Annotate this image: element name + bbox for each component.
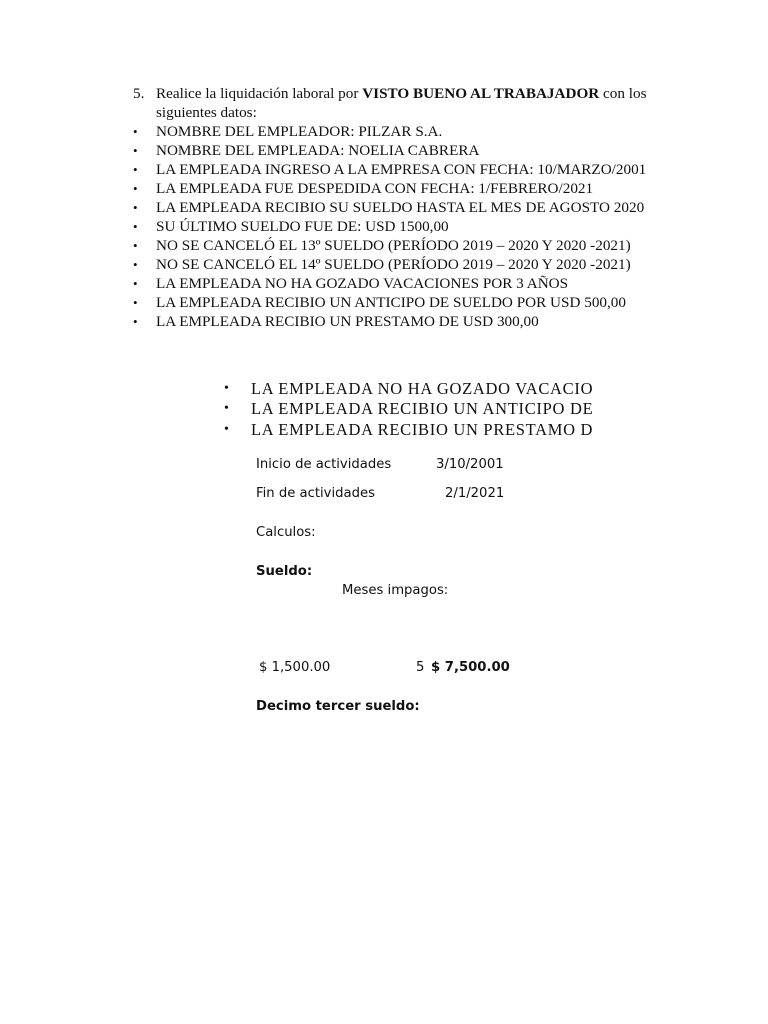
list-item [224,420,599,440]
list-item [133,236,653,255]
bullet-text: LA EMPLEADA NO HA GOZADO VACACIO [251,379,594,398]
question-text-bold: VISTO BUENO AL TRABAJADOR [362,85,600,102]
list-item [133,141,653,160]
sueldo-amount: $ 1,500.00 [259,660,331,675]
bullet-icon: • [133,200,138,215]
bullet-icon: • [133,162,138,177]
list-item [133,217,653,236]
bullet-icon: • [133,276,138,291]
bullet-text: SU ÚLTIMO SUELDO FUE DE: USD 1500,00 [156,218,449,235]
list-item [133,274,653,293]
list-item [224,379,599,399]
bullet-icon: • [133,238,138,253]
list-item [133,160,653,179]
inicio-actividades-value: 3/10/2001 [436,457,504,472]
bullet-icon: • [133,181,138,196]
data-bullet-list [133,122,653,331]
bullet-text: LA EMPLEADA INGRESO A LA EMPRESA CON FECHA: 10/MARZO/2001 [156,161,647,178]
bullet-icon: • [224,421,230,437]
bullet-text: LA EMPLEADA NO HA GOZADO VACACIONES POR 3 AÑOS [156,275,569,292]
list-item [133,198,653,217]
calculos-heading: Calculos: [256,525,316,540]
bullet-text: NO SE CANCELÓ EL 14º SUELDO (PERÍODO 2019 – 2020 Y 2020 -2021) [156,256,631,273]
sueldo-heading: Sueldo: [256,564,313,579]
list-item [133,179,653,198]
bullet-icon: • [133,143,138,158]
fin-actividades-label: Fin de actividades [256,486,375,501]
bullet-text: NOMBRE DEL EMPLEADA: NOELIA CABRERA [156,142,480,159]
question-block [133,84,653,331]
bullet-text: NO SE CANCELÓ EL 13º SUELDO (PERÍODO 2019 – 2020 Y 2020 -2021) [156,237,631,254]
list-item [224,399,599,419]
bullet-icon: • [224,401,230,417]
inicio-actividades-label: Inicio de actividades [256,457,392,472]
bullet-icon: • [133,295,138,310]
bullet-text: LA EMPLEADA RECIBIO UN ANTICIPO DE [251,399,594,419]
bullet-text: LA EMPLEADA RECIBIO UN PRESTAMO D [251,419,594,439]
bullet-icon: • [133,257,138,272]
fin-actividades-value: 2/1/2021 [445,486,505,501]
bullet-text: LA EMPLEADA FUE DESPEDIDA CON FECHA: 1/FEBRERO/2021 [156,180,594,197]
bullet-text: LA EMPLEADA RECIBIO UN PRESTAMO DE USD 300,00 [156,313,539,330]
meses-impagos-label: Meses impagos: [342,583,449,598]
question-text-after: con los siguientes datos: [156,85,647,121]
bullet-text: LA EMPLEADA RECIBIO UN ANTICIPO DE SUELDO POR USD 500,00 [156,294,626,311]
list-item [133,122,653,141]
bullet-text: LA EMPLEADA RECIBIO SU SUELDO HASTA EL MES DE AGOSTO 2020 [156,199,645,216]
decimo-tercer-heading: Decimo tercer sueldo: [256,699,420,714]
sueldo-total-amount: $ 7,500.00 [431,660,510,675]
bullet-icon: • [133,124,138,139]
question-text-before: Realice la liquidación laboral por [156,85,363,102]
bullet-text: NOMBRE DEL EMPLEADOR: PILZAR S.A. [156,123,443,140]
list-item [133,312,653,331]
cropped-bullet-list [224,379,599,440]
meses-count: 5 [416,660,425,675]
bullet-icon: • [133,314,138,329]
question-text [156,84,653,122]
bullet-icon: • [224,381,230,396]
question-number: 5. [133,85,145,102]
list-item [133,293,653,312]
list-item [133,255,653,274]
bullet-icon: • [133,219,138,234]
question-header [133,84,653,122]
